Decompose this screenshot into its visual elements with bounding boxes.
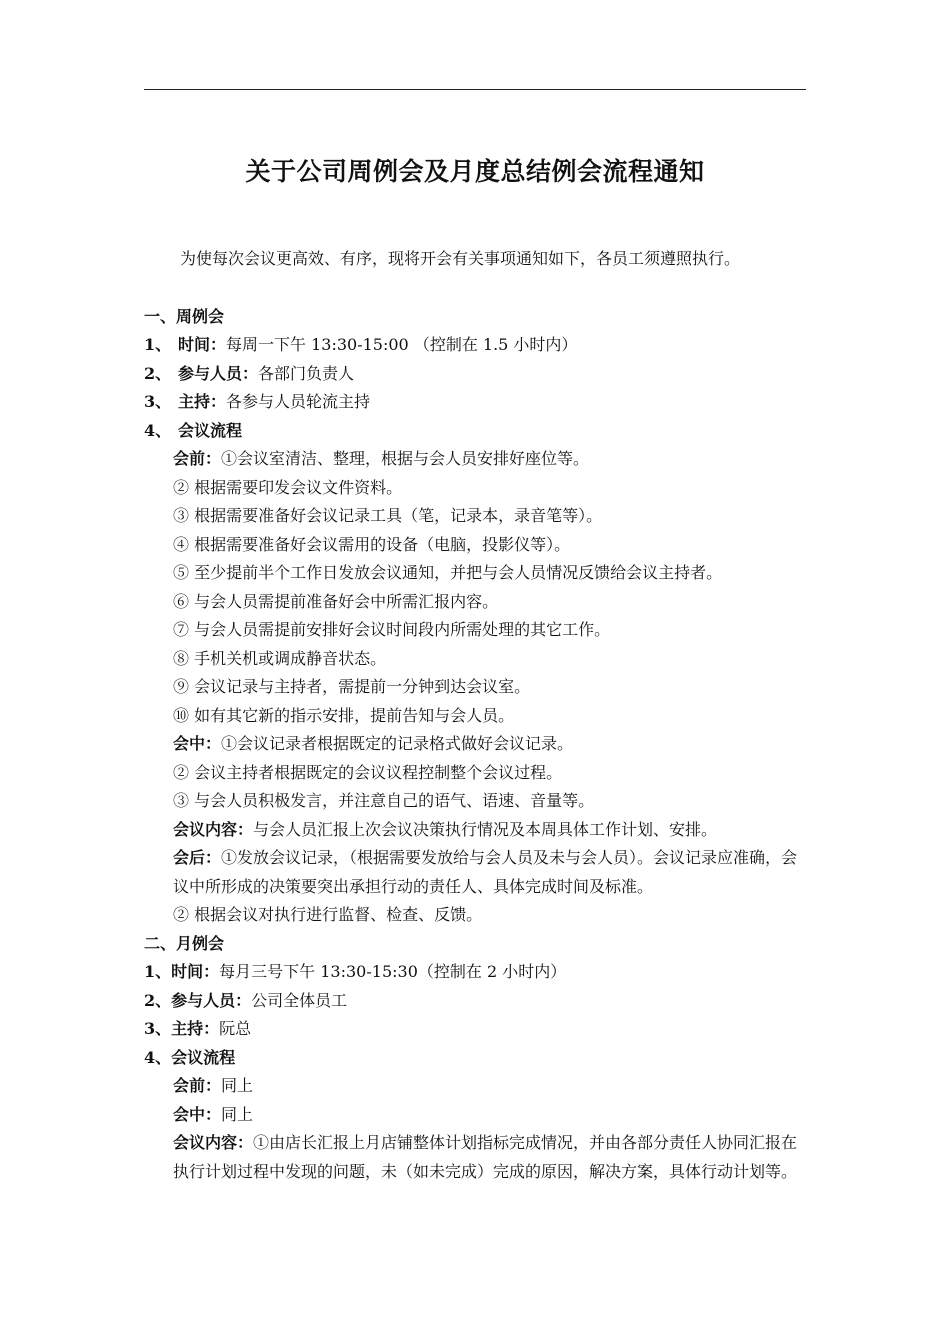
weekly-item-time: 1、 时间：每周一下午 13:30-15:00 （控制在 1.5 小时内）	[144, 335, 578, 354]
monthly-item-participants: 2、参与人员：公司全体员工	[144, 990, 348, 1010]
weekly-item-host: 3、 主持：各参与人员轮流主持	[144, 392, 371, 411]
weekly-before-item: ⑥ 与会人员需提前准备好会中所需汇报内容。	[173, 591, 499, 611]
monthly-item-time: 1、时间：每月三号下午 13:30-15:30（控制在 2 小时内）	[144, 962, 567, 981]
monthly-item-host: 3、主持：阮总	[144, 1019, 252, 1038]
document-body	[144, 245, 806, 1186]
weekly-before-item: ② 根据需要印发会议文件资料。	[173, 477, 403, 497]
weekly-content-line: 会议内容：与会人员汇报上次会议决策执行情况及本周具体工作计划、安排。	[173, 819, 718, 839]
monthly-item-process: 4、会议流程	[144, 1047, 236, 1067]
monthly-during-line: 会中：同上	[173, 1104, 254, 1124]
weekly-before-item: ③ 根据需要准备好会议记录工具（笔，记录本，录音笔等）。	[173, 506, 603, 525]
weekly-before-item: ⑨ 会议记录与主持者，需提前一分钟到达会议室。	[173, 677, 531, 696]
weekly-before-item: ⑩ 如有其它新的指示安排，提前告知与会人员。	[173, 705, 515, 725]
weekly-before-item: ⑤ 至少提前半个工作日发放会议通知，并把与会人员情况反馈给会议主持者。	[173, 563, 723, 582]
intro-paragraph: 为使每次会议更高效、有序，现将开会有关事项通知如下，各员工须遵照执行。	[180, 249, 741, 268]
weekly-heading: 一、周例会	[144, 306, 225, 326]
weekly-during-line: 会中：①会议记录者根据既定的记录格式做好会议记录。	[173, 734, 574, 753]
weekly-item-process: 4、 会议流程	[144, 420, 243, 440]
weekly-before-item: ⑧ 手机关机或调成静音状态。	[173, 648, 387, 668]
weekly-before-item: ④ 根据需要准备好会议需用的设备（电脑，投影仪等）。	[173, 534, 571, 554]
document-title: 关于公司周例会及月度总结例会流程通知	[245, 157, 705, 186]
monthly-before-line: 会前：同上	[173, 1076, 254, 1095]
header-rule	[144, 89, 806, 90]
monthly-heading: 二、月例会	[144, 933, 225, 953]
weekly-before-item: ⑦ 与会人员需提前安排好会议时间段内所需处理的其它工作。	[173, 620, 611, 639]
weekly-during-item: ② 会议主持者根据既定的会议议程控制整个会议过程。	[173, 762, 563, 782]
weekly-during-item: ③ 与会人员积极发言，并注意自己的语气、语速、音量等。	[173, 791, 595, 810]
monthly-content-line: 会议内容：①由店长汇报上月店铺整体计划指标完成情况，并由各部分责任人协同汇报在执行计划过程中发现的问题，未（如未完成）完成的原因，解决方案，具体行动计划等。	[173, 1133, 798, 1181]
weekly-before-line: 会前：①会议室清洁、整理，根据与会人员安排好座位等。	[173, 449, 590, 468]
weekly-item-participants: 2、 参与人员：各部门负责人	[144, 363, 355, 383]
weekly-after-line: 会后：①发放会议记录，（根据需要发放给与会人员及未与会人员）。会议记录应准确，会议中所形成的决策要突出承担行动的责任人、具体完成时间及标准。	[173, 848, 798, 896]
weekly-after-item: ② 根据会议对执行进行监督、检查、反馈。	[173, 905, 483, 924]
